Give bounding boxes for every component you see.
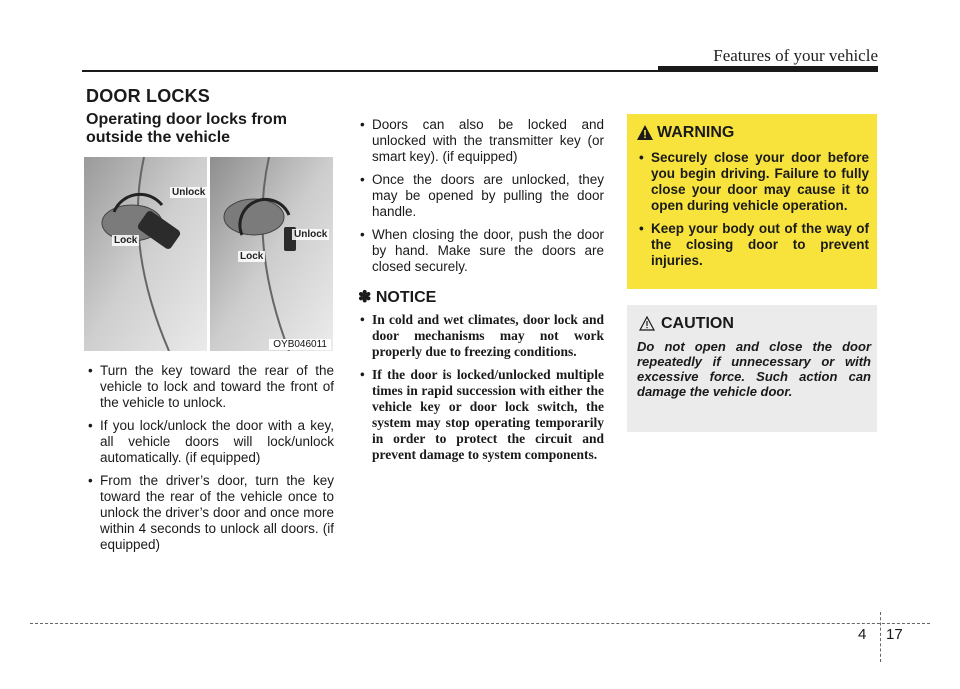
page-number: 17 (886, 626, 903, 643)
list-item: • Turn the key toward the rear of the vehicle to lock and toward the front of the vehicle to unlock. (86, 363, 334, 411)
notice-item: • If the door is locked/unlocked multiple times in rapid succession with either the vehicle key or door lock switch, the system may stop operating temporarily in order to protect the circuit and prevent damage to system components. (358, 367, 604, 463)
caution-text: Do not open and close the door repeatedly if unnecessary or with excessive force. Such action can damage the vehicle door. (637, 339, 871, 399)
col1-bullet-list (86, 363, 334, 560)
col2-bullet-list (358, 117, 604, 282)
notice-item: • In cold and wet climates, door lock and door mechanisms may not work properly due to freezing conditions. (358, 312, 604, 360)
list-item: • When closing the door, push the door by hand. Make sure the doors are closed securely. (358, 227, 604, 275)
caution-triangle-icon (639, 316, 655, 331)
warning-item: • Keep your body out of the way of the closing door to prevent injuries. (637, 221, 869, 269)
header-rule (82, 70, 662, 72)
warning-title: WARNING (657, 124, 735, 141)
header-bar (658, 66, 878, 72)
lock-label-left: Lock (114, 235, 138, 246)
notice-title: ✽ NOTICE (358, 289, 437, 306)
warning-triangle-icon (637, 125, 653, 140)
lock-label-right: Lock (240, 251, 264, 262)
list-item: • Once the doors are unlocked, they may be opened by pulling the door handle. (358, 172, 604, 220)
warning-box (627, 114, 877, 289)
footer-divider (880, 612, 881, 662)
caution-box (627, 305, 877, 432)
notice-list (358, 312, 604, 470)
unlock-label-left: Unlock (172, 187, 206, 198)
door-lock-illustration (84, 157, 333, 351)
list-item: • From the driver’s door, turn the key toward the rear of the vehicle once to unlock the driver’s door and once more within 4 seconds to unlock all doors. (if equipped) (86, 473, 334, 553)
door-lock-figure (84, 157, 333, 351)
warning-item: • Securely close your door before you begin driving. Failure to fully close your door may cause it to open during vehicle operation. (637, 150, 869, 214)
list-item: • If you lock/unlock the door with a key, all vehicle doors will lock/unlock automatically. (if equipped) (86, 418, 334, 466)
chapter-number: 4 (858, 626, 867, 643)
caution-title: CAUTION (661, 315, 734, 332)
warning-list (637, 150, 869, 276)
list-item: • Doors can also be locked and unlocked with the transmitter key (or smart key). (if equipped) (358, 117, 604, 165)
footer-rule (30, 623, 930, 624)
section-title: DOOR LOCKS (86, 86, 211, 106)
subsection-title: Operating door locks from outside the vehicle (86, 111, 287, 146)
unlock-label-right: Unlock (294, 229, 328, 240)
figure-caption: OYB046011 (269, 339, 331, 350)
running-header: Features of your vehicle (713, 46, 878, 65)
